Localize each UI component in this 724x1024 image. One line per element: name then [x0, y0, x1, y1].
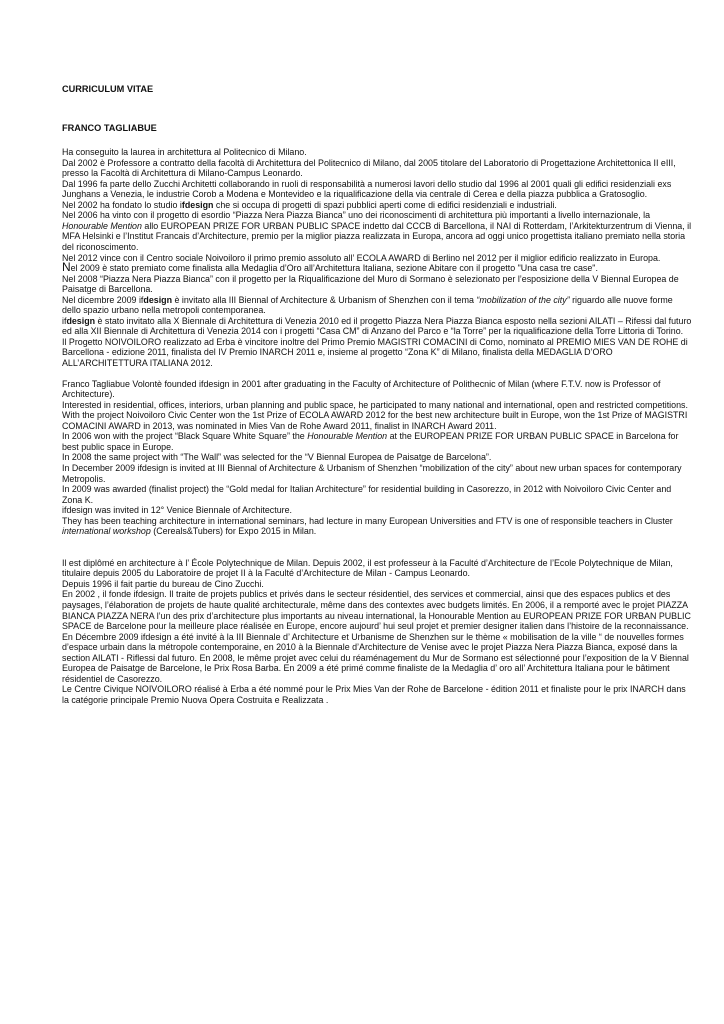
- paragraph: Nel 2006 ha vinto con il progetto di esordio “Piazza Nera Piazza Bianca” uno dei riconoscimenti di architettura più importanti a livello internazionale, la Honourable Mention allo EUROPEAN PRIZE FOR URBAN PUBLIC SPACE indetto dal CCCB di Barcellona, il NAI di Rotterdam, l’Arkitekturzentrum di Vienna, il MFA Helsinki e l’Institut Francais d’Architecture, premio per la miglior piazza realizzata in Europa, ancora ad oggi unico progettista italiano premiato nella storia del riconoscimento.: [62, 210, 692, 253]
- spacer: [62, 537, 692, 558]
- paragraph: Il Progetto NOIVOILORO realizzato ad Erba è vincitore inoltre del Primo Premio MAGISTRI COMACINI di Como, nominato al PREMIO MIES VAN DE ROHE di Barcellona - edizione 2011, finalista del IV Premio INARCH 2011 e, insieme al progetto “Zona K” di Milano, finalista della MEDAGLIA D’ORO ALL’ARCHITETTURA ITALIANA 2012.: [62, 336, 688, 369]
- spacer: [62, 369, 692, 379]
- paragraph: ifdesign è stato invitato alla X Biennale di Architettura di Venezia 2010 ed il progetto Piazza Nera Piazza Bianca esposto nella sezioni AILATI – Rifessi dal futuro ed alla XII Biennale di Architettura di Venezia 2014 con i progetti “Casa CM” di Anzano del Parco e “la Torre” per la riqualificazione della Torre Littoria di Torino.: [62, 315, 692, 337]
- paragraph: Franco Tagliabue Volontè founded ifdesign in 2001 after graduating in the Faculty of Architecture of Polithecnic of Milan (where F.T.V. now is Professor of Architecture).: [62, 378, 661, 400]
- document-title: CURRICULUM VITAE: [62, 84, 154, 94]
- paragraph: En Décembre 2009 ifdesign a été invité à la III Biennale d’ Architecture et Urbanisme de Shenzhen sur le thème « mobilisation de la ville “ de nouvelles formes d’espace urbain dans la métropole contemporaine, en 2010 à la Biennale d’Architecture de Venise avec le projet Piazza Nera Piazza Bianca, exposé dans la section AILATI - Riflessi dal futuro. En 2008, le même projet avec celui du réaménagement du Mur de Sormano est sélectionné pour l’exposition de la V Biennal Europea de Paisatge de Barcelone, le Prix Rosa Barba. En 2009 a été primé comme finaliste de la Medaglia d’ oro all’ Architettura Italiana pour le bâtiment résidentiel de Casorezzo.: [62, 631, 689, 684]
- paragraph: Nel 2002 ha fondato lo studio ifdesign che si occupa di progetti di spazi pubblici aperti come di edifici residenziali e industriali.: [62, 199, 557, 210]
- paragraph: In 2006 won with the project “Black Square White Square” the Honourable Mention at the EUROPEAN PRIZE FOR URBAN PUBLIC SPACE in Barcelona for best public space in Europe.: [62, 431, 679, 452]
- paragraph: In 2009 was awarded (finalist project) the “Gold medal for Italian Architecture” for residential building in Casorezzo, in 2012 with Noivoiloro Civic Center and Zona K.: [62, 484, 672, 505]
- paragraph: In December 2009 ifdesign is invited at III Biennal of Architecture & Urbanism of Shenzhen “mobilization of the city” about new urban spaces for contemporary Metropolis.: [62, 462, 682, 484]
- paragraph: Ha conseguito la laurea in architettura al Politecnico di Milano.: [62, 147, 307, 158]
- cv-document: [62, 84, 692, 705]
- paragraph: ifdesign was invited in 12° Venice Biennale of Architecture.: [62, 505, 292, 516]
- french-section: [62, 558, 692, 706]
- italian-section: [62, 147, 692, 368]
- paragraph: Interested in residential, offices, interiors, urban planning and public space, he participated to many national and international, open and restricted competitions.: [62, 399, 688, 410]
- paragraph: Dal 2002 è Professore a contratto della facoltà di Architettura del Politecnico di Milano, dal 2005 titolare del Laboratorio di Progettazione Architettonica II eIII, presso la Facoltà di Architettura di Milano-Campus Leonardo.: [62, 157, 676, 179]
- paragraph: Nel dicembre 2009 ifdesign è invitato alla III Biennal of Architecture & Urbanism of Shenzhen con il tema “mobilization of the city” riguardo alle nuove forme dello spazio urbano nella metropoli contemporanea.: [62, 294, 673, 316]
- paragraph: With the project Noivoiloro Civic Center won the 1st Prize of ECOLA AWARD 2012 for the best new architecture built in Europe, won the 1st Prize of MAGISTRI COMACINI AWARD in 2013, was nominated in Mies Van de Rohe Award 2011, finalist in INARCH Award 2011.: [62, 410, 688, 431]
- paragraph: Il est diplômé en architecture à l’ École Polytechnique de Milan. Depuis 2002, il est professeur à la Faculté d’Architecture de l’Ecole Polytechnique de Milan, titulaire depuis 2005 du Laboratoire de projet II à la Faculté d’Architecture de Milan - Campus Leonardo.: [62, 557, 673, 579]
- paragraph: Le Centre Civique NOIVOILORO réalisé à Erba a été nommé pour le Prix Mies Van der Rohe de Barcelone - édition 2011 et finaliste pour le prix INARCH dans la catégorie principale Premio Nuova Opera Costruita e Realizzata .: [62, 684, 686, 705]
- paragraph: Depuis 1996 il fait partie du bureau de Cino Zucchi.: [62, 578, 264, 589]
- paragraph: Nel 2009 è stato premiato come finalista alla Medaglia d’Oro all’Architettura Italiana, sezione Abitare con il progetto "Una casa tre case".: [62, 260, 598, 275]
- paragraph: They has been teaching architecture in international seminars, had lecture in many European Universities and FTV is one of responsible teachers in Cluster international workshop (Cereals&Tubers) for Expo 2015 in Milan.: [62, 515, 673, 537]
- paragraph: Dal 1996 fa parte dello Zucchi Architetti collaborando in ruoli di responsabilità a numerosi lavori dello studio dal 1996 al 2001 quali gli edifici residenziali exs Junghans a Venezia, le industrie Corob a Modena e Montevideo e la riqualificazione della via centrale di Cerea e della piazza pubblica a Gratosoglio.: [62, 178, 672, 200]
- paragraph: En 2002 , il fonde ifdesign. Il traite de projets publics et privés dans le secteur résidentiel, des services et commercial, ainsi que des espaces publics et des paysages, l’élaboration de projets de haute qualité architecturale, même dans des contextes avec budgets limités. En 2006, il a remporté avec le projet PIAZZA BIANCA PIAZZA NERA l’un des prix d’architecture plus importants au niveau international, la Honourable Mention au EUROPEAN PRIZE FOR URBAN PUBLIC SPACE de Barcelone pour la meilleure place réalisée en Europe, encore aujourd’ hui seul projet et premier designer italien dans l’histoire de la reconnaissance.: [62, 589, 691, 632]
- english-section: [62, 379, 692, 537]
- paragraph: Nel 2012 vince con il Centro sociale Noivoiloro il primo premio assoluto all’ ECOLA AWARD di Berlino nel 2012 per il miglior edificio realizzato in Europa.: [62, 252, 661, 263]
- paragraph: Nel 2008 “Piazza Nera Piazza Bianca” con il progetto per la Riqualificazione del Muro di Sormano è selezionato per l’esposizione della V Biennal Europea de Paisatge di Barcellona.: [62, 273, 679, 295]
- person-name: FRANCO TAGLIABUE: [62, 122, 157, 133]
- paragraph: In 2008 the same project with “The Wall” was selected for the “V Biennal Europea de Paisatge de Barcelona”.: [62, 452, 492, 463]
